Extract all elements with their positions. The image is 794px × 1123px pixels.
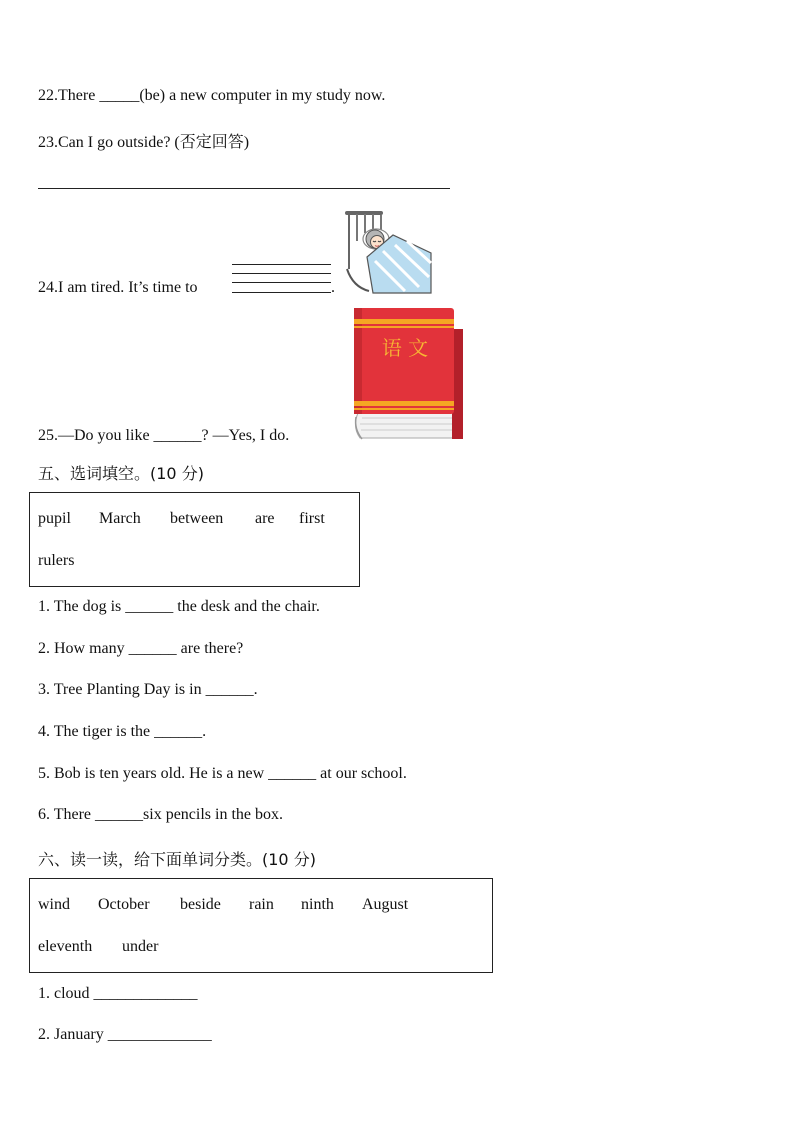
answer-line-23[interactable]: [38, 188, 450, 189]
question-label: 2. January: [38, 1026, 104, 1043]
question-24: [38, 279, 198, 297]
word-bank-item: rain: [249, 896, 274, 913]
section-5-question: 6. There ______six pencils in the box.: [38, 806, 283, 823]
word-bank-item: eleventh: [38, 938, 93, 955]
question-22: [38, 87, 385, 105]
question-23: [38, 129, 249, 152]
question-number: 25.: [38, 427, 58, 444]
section-5-word-box: [29, 492, 360, 587]
section-5-question: 4. The tiger is the ______.: [38, 723, 207, 740]
question-label: 1. cloud: [38, 985, 90, 1002]
section-5-question: 1. The dog is ______ the desk and the chair.: [38, 598, 320, 615]
word-bank-item: are: [255, 510, 275, 527]
word-bank-item: March: [99, 510, 141, 527]
word-bank-item: October: [98, 896, 150, 913]
word-bank-item: first: [299, 510, 325, 527]
question-number: 24.: [38, 279, 58, 296]
question-number: 22.: [38, 87, 58, 104]
book-title: 语 文: [381, 336, 429, 360]
question-text-after: (be) a new computer in my study now.: [139, 87, 386, 104]
word-bank-item: rulers: [38, 552, 75, 569]
question-text: I am tired. It’s time to: [58, 279, 198, 296]
answer-blank[interactable]: _____________: [93, 985, 198, 1002]
word-bank-item: wind: [38, 896, 70, 913]
section-5-heading: 五、选词填空。(10 分): [38, 464, 204, 483]
section-6-question: [38, 1026, 212, 1044]
sleeping-girl-illustration: [343, 207, 435, 295]
question-number: 23.: [38, 134, 58, 151]
answer-blank[interactable]: _____________: [107, 1026, 212, 1043]
word-bank-item: under: [122, 938, 159, 955]
word-bank-item: ninth: [301, 896, 334, 913]
word-bank-item: between: [170, 510, 224, 527]
question-text: Can I go outside? (否定回答): [58, 134, 250, 151]
section-6-heading: 六、读一读，给下面单词分类。(10 分): [38, 850, 316, 869]
section-5-question: 2. How many ______ are there?: [38, 640, 244, 657]
word-bank-item: pupil: [38, 510, 71, 527]
section-6-word-box: [29, 878, 493, 973]
answer-blank[interactable]: _____: [99, 87, 140, 104]
section-6-question: [38, 985, 198, 1003]
question-text: —Do you like ______? —Yes, I do.: [58, 427, 290, 444]
word-bank-item: beside: [180, 896, 221, 913]
answer-line-24c[interactable]: [232, 282, 331, 283]
question-24-end: .: [331, 279, 335, 296]
answer-line-24d[interactable]: [232, 292, 331, 293]
question-25: [38, 427, 289, 445]
answer-line-24a[interactable]: [232, 264, 331, 265]
question-text-before: There: [58, 87, 100, 104]
chinese-book-illustration: [350, 305, 466, 443]
word-bank-item: August: [362, 896, 409, 913]
section-5-question: 3. Tree Planting Day is in ______.: [38, 681, 258, 698]
section-5-question: 5. Bob is ten years old. He is a new ______ at our school.: [38, 765, 407, 782]
answer-line-24b[interactable]: [232, 273, 331, 274]
